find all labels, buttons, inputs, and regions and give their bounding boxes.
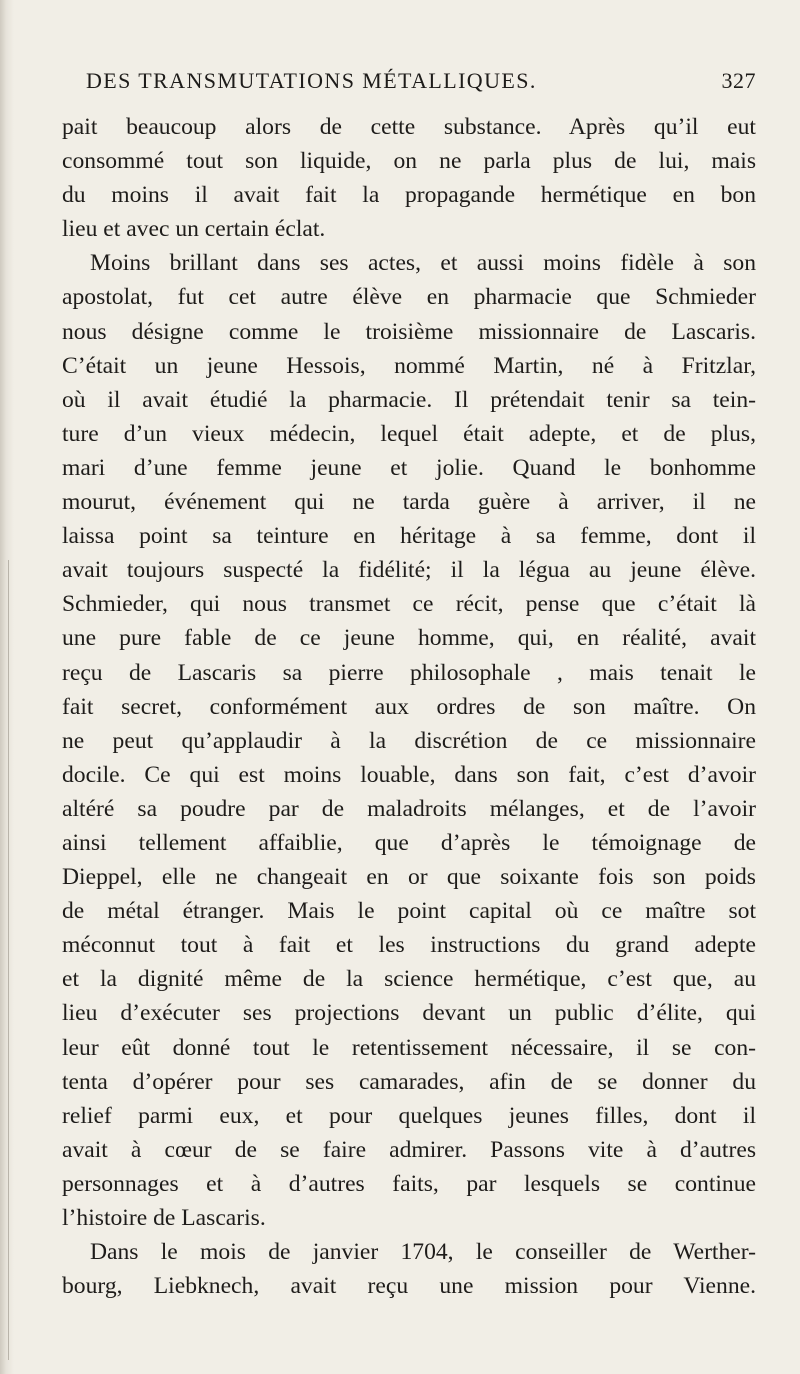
text-line: et la dignité même de la science hermétique, c’est que, au — [62, 966, 756, 993]
text-line: lieu d’exécuter ses projections devant un public d’élite, qui — [62, 1000, 756, 1027]
text-line: l’histoire de Lascaris. — [62, 1205, 266, 1231]
text-line: Schmieder, qui nous transmet ce récit, pense que c’était là — [62, 591, 756, 618]
text-line: altéré sa poudre par de maladroits mélanges, et de l’avoir — [62, 795, 756, 822]
text-line: mourut, événement qui ne tarda guère à arriver, il ne — [62, 489, 756, 516]
text-line: relief parmi eux, et pour quelques jeunes filles, dont il — [62, 1102, 756, 1129]
text-line: avait à cœur de se faire admirer. Passons vite à d’autres — [62, 1136, 756, 1163]
text-line: bourg, Liebknech, avait reçu une mission pour Vienne. — [62, 1273, 756, 1300]
text-line: leur eût donné tout le retentissement nécessaire, il se con- — [62, 1034, 756, 1061]
text-line: nous désigne comme le troisième missionnaire de Lascaris. — [62, 318, 756, 345]
body-text — [62, 110, 756, 1303]
page-edge-line — [8, 560, 9, 1360]
text-line: ne peut qu’applaudir à la discrétion de ce missionnaire — [62, 727, 756, 754]
binding-shadow — [0, 0, 14, 1374]
text-line: consommé tout son liquide, on ne parla plus de lui, mais — [62, 148, 756, 175]
text-line: pait beaucoup alors de cette substance. Après qu’il eut — [62, 114, 756, 140]
text-line: Dans le mois de janvier 1704, le conseiller de Werther- — [90, 1239, 756, 1266]
text-line: Moins brillant dans ses actes, et aussi moins fidèle à son — [90, 250, 756, 277]
text-line: lieu et avec un certain éclat. — [62, 216, 326, 243]
text-line: méconnut tout à fait et les instructions du grand adepte — [62, 932, 756, 959]
text-line: fait secret, conformément aux ordres de son maître. On — [62, 693, 756, 720]
page-number: 327 — [721, 68, 756, 93]
running-head-title: DES TRANSMUTATIONS MÉTALLIQUES. — [86, 68, 537, 93]
text-line: du moins il avait fait la propagande hermétique en bon — [62, 182, 756, 209]
text-line: personnages et à d’autres faits, par lesquels se continue — [62, 1170, 756, 1197]
text-line: où il avait étudié la pharmacie. Il prétendait tenir sa tein- — [62, 386, 756, 413]
text-line: reçu de Lascaris sa pierre philosophale , mais tenait le — [62, 659, 756, 686]
text-line: ture d’un vieux médecin, lequel était adepte, et de plus, — [62, 420, 756, 447]
text-line: ainsi tellement affaiblie, que d’après le témoignage de — [62, 829, 756, 856]
running-head — [86, 68, 756, 98]
text-line: C’était un jeune Hessois, nommé Martin, né à Fritzlar, — [62, 352, 756, 379]
text-line: mari d’une femme jeune et jolie. Quand le bonhomme — [62, 454, 756, 481]
text-line: apostolat, fut cet autre élève en pharmacie que Schmieder — [62, 284, 756, 311]
text-line: Dieppel, elle ne changeait en or que soixante fois son poids — [62, 864, 756, 891]
text-line: laissa point sa teinture en héritage à sa femme, dont il — [62, 523, 756, 550]
text-line: tenta d’opérer pour ses camarades, afin de se donner du — [62, 1068, 756, 1095]
text-line: avait toujours suspecté la fidélité; il la légua au jeune élève. — [62, 557, 756, 584]
text-line: de métal étranger. Mais le point capital où ce maître sot — [62, 898, 756, 925]
text-line: une pure fable de ce jeune homme, qui, en réalité, avait — [62, 625, 756, 652]
text-line: docile. Ce qui est moins louable, dans son fait, c’est d’avoir — [62, 761, 756, 788]
